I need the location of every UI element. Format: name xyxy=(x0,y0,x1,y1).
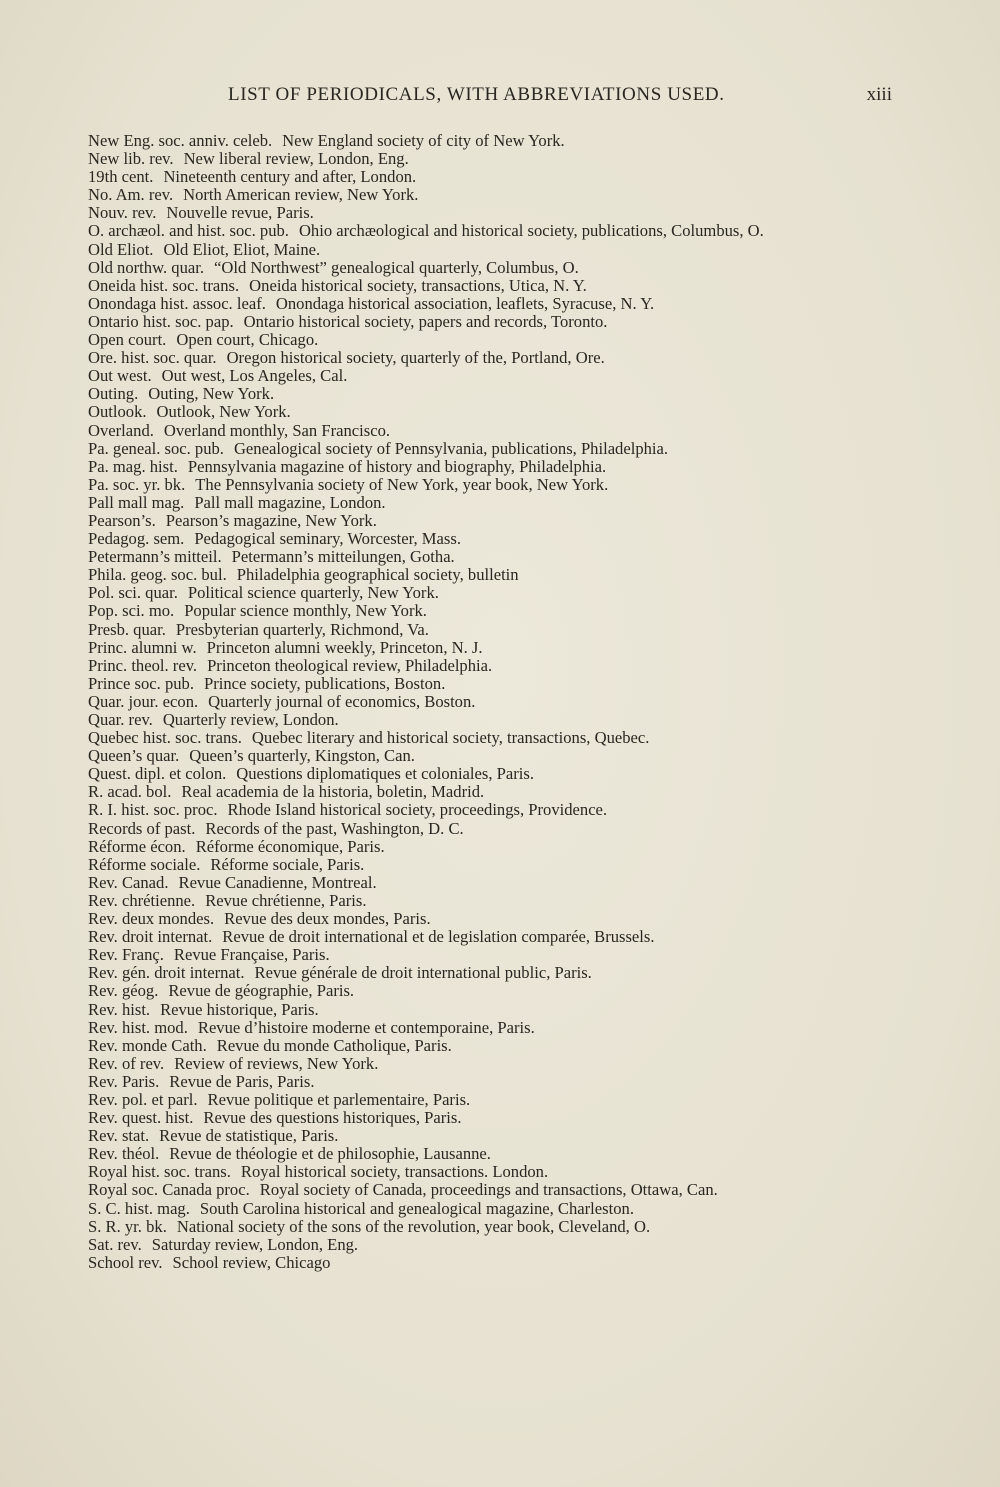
entry-full-title: Revue générale de droit international public, Paris. xyxy=(254,963,592,983)
list-item xyxy=(88,150,900,168)
entry-full-title: Réforme économique, Paris. xyxy=(195,836,385,856)
list-item xyxy=(88,530,900,548)
list-item xyxy=(88,422,900,440)
entry-abbreviation: Réforme écon. xyxy=(88,836,186,856)
entry-abbreviation: Pop. sci. mo. xyxy=(88,601,175,621)
list-item xyxy=(88,1091,900,1109)
list-item xyxy=(88,186,900,204)
entry-full-title: Saturday review, London, Eng. xyxy=(151,1234,359,1254)
entry-abbreviation: Pa. soc. yr. bk. xyxy=(88,474,186,494)
list-item xyxy=(88,132,900,150)
entry-full-title: School review, Chicago xyxy=(172,1252,331,1272)
entry-abbreviation: Nouv. rev. xyxy=(88,203,157,223)
entry-abbreviation: Outing. xyxy=(88,384,139,404)
entry-full-title: Pall mall magazine, London. xyxy=(194,492,386,512)
entry-abbreviation: Rev. monde Cath. xyxy=(88,1035,207,1055)
entry-abbreviation: Rev. hist. xyxy=(88,999,151,1019)
entry-abbreviation: O. archæol. and hist. soc. pub. xyxy=(88,221,289,241)
entry-full-title: Ohio archæological and historical society, publications, Columbus, O. xyxy=(298,221,764,241)
entry-abbreviation: Rev. stat. xyxy=(88,1126,150,1146)
entry-full-title: Nouvelle revue, Paris. xyxy=(166,203,314,223)
entry-full-title: Revue historique, Paris. xyxy=(160,999,319,1019)
abbreviation-list xyxy=(88,132,900,1272)
list-item xyxy=(88,403,900,421)
entry-full-title: Review of reviews, New York. xyxy=(174,1053,379,1073)
running-head: LIST OF PERIODICALS, WITH ABBREVIATIONS USED. xyxy=(228,84,725,105)
entry-full-title: Royal historical society, transactions. London. xyxy=(240,1162,549,1182)
list-item xyxy=(88,1200,900,1218)
list-item xyxy=(88,1181,900,1199)
list-item xyxy=(88,168,900,186)
entry-full-title: Revue politique et parlementaire, Paris. xyxy=(207,1089,471,1109)
entry-full-title: “Old Northwest” genealogical quarterly, Columbus, O. xyxy=(214,257,579,277)
list-item xyxy=(88,1254,900,1272)
list-item xyxy=(88,1218,900,1236)
entry-abbreviation: Réforme sociale. xyxy=(88,854,201,874)
entry-full-title: Outing, New York. xyxy=(148,384,275,404)
list-item xyxy=(88,204,900,222)
entry-abbreviation: Pall mall mag. xyxy=(88,492,185,512)
entry-abbreviation: R. I. hist. soc. proc. xyxy=(88,800,218,820)
entry-full-title: Quarterly review, London. xyxy=(162,710,339,729)
list-item xyxy=(88,729,900,747)
entry-full-title: Revue des questions historiques, Paris. xyxy=(203,1108,462,1128)
entry-abbreviation: R. acad. bol. xyxy=(88,782,172,802)
entry-full-title: Genealogical society of Pennsylvania, publications, Philadelphia. xyxy=(233,438,669,458)
list-item xyxy=(88,765,900,783)
entry-full-title: Philadelphia geographical society, bulletin xyxy=(236,565,519,585)
list-item xyxy=(88,1001,900,1019)
list-item xyxy=(88,639,900,657)
list-item xyxy=(88,1109,900,1127)
entry-abbreviation: Rev. Paris. xyxy=(88,1071,160,1091)
entry-abbreviation: Rev. chrétienne. xyxy=(88,890,196,910)
list-item xyxy=(88,458,900,476)
entry-full-title: Quebec literary and historical society, transactions, Quebec. xyxy=(251,728,650,748)
list-item xyxy=(88,512,900,530)
entry-full-title: Old Eliot, Eliot, Maine. xyxy=(163,239,321,259)
entry-full-title: Revue du monde Catholique, Paris. xyxy=(216,1035,452,1055)
list-item xyxy=(88,1145,900,1163)
entry-abbreviation: S. C. hist. mag. xyxy=(88,1198,190,1218)
list-item xyxy=(88,494,900,512)
entry-full-title: Rhode Island historical society, proceedings, Providence. xyxy=(227,800,608,820)
list-item xyxy=(88,440,900,458)
entry-abbreviation: Phila. geog. soc. bul. xyxy=(88,565,227,585)
entry-full-title: The Pennsylvania society of New York, year book, New York. xyxy=(195,474,609,494)
list-item xyxy=(88,349,900,367)
entry-full-title: Revue de géographie, Paris. xyxy=(168,981,355,1001)
entry-abbreviation: Royal hist. soc. trans. xyxy=(88,1162,231,1182)
entry-full-title: New England society of city of New York. xyxy=(282,131,565,150)
list-item xyxy=(88,385,900,403)
entry-full-title: Revue de statistique, Paris. xyxy=(159,1126,339,1146)
list-item xyxy=(88,910,900,928)
entry-full-title: Oneida historical society, transactions, Utica, N. Y. xyxy=(249,275,587,295)
entry-abbreviation: Rev. gén. droit internat. xyxy=(88,963,245,983)
entry-abbreviation: Quar. jour. econ. xyxy=(88,691,199,711)
list-item xyxy=(88,1236,900,1254)
entry-abbreviation: Rev. Canad. xyxy=(88,872,169,892)
entry-abbreviation: Open court. xyxy=(88,330,167,350)
entry-abbreviation: Rev. géog. xyxy=(88,981,159,1001)
list-item xyxy=(88,313,900,331)
list-item xyxy=(88,675,900,693)
list-item xyxy=(88,964,900,982)
entry-full-title: Political science quarterly, New York. xyxy=(187,583,439,603)
entry-full-title: Outlook, New York. xyxy=(156,402,291,422)
list-item xyxy=(88,1073,900,1091)
entry-full-title: Royal society of Canada, proceedings and transactions, Ottawa, Can. xyxy=(259,1180,718,1200)
entry-full-title: Revue de droit international et de legislation comparée, Brussels. xyxy=(222,927,655,947)
list-item xyxy=(88,820,900,838)
entry-full-title: South Carolina historical and genealogical magazine, Charleston. xyxy=(199,1198,634,1218)
list-item xyxy=(88,838,900,856)
entry-full-title: Queen’s quarterly, Kingston, Can. xyxy=(189,746,415,766)
entry-abbreviation: New lib. rev. xyxy=(88,149,174,169)
entry-abbreviation: Out west. xyxy=(88,366,152,386)
entry-abbreviation: Outlook. xyxy=(88,402,147,422)
entry-abbreviation: Quebec hist. soc. trans. xyxy=(88,728,242,748)
list-item xyxy=(88,928,900,946)
list-item xyxy=(88,277,900,295)
entry-abbreviation: Ore. hist. soc. quar. xyxy=(88,348,217,368)
entry-abbreviation: Pearson’s. xyxy=(88,510,156,530)
list-item xyxy=(88,295,900,313)
list-item xyxy=(88,1163,900,1181)
entry-abbreviation: Rev. droit internat. xyxy=(88,927,213,947)
list-item xyxy=(88,548,900,566)
entry-full-title: Ontario historical society, papers and records, Toronto. xyxy=(243,311,608,331)
entry-abbreviation: Quest. dipl. et colon. xyxy=(88,764,227,784)
entry-full-title: Revue de Paris, Paris. xyxy=(169,1071,315,1091)
entry-abbreviation: Pedagog. sem. xyxy=(88,529,185,549)
list-item xyxy=(88,476,900,494)
entry-abbreviation: Rev. deux mondes. xyxy=(88,909,215,929)
entry-full-title: Revue de théologie et de philosophie, Lausanne. xyxy=(169,1144,491,1164)
entry-full-title: Pearson’s magazine, New York. xyxy=(165,510,377,530)
list-item xyxy=(88,259,900,277)
list-item xyxy=(88,331,900,349)
list-item xyxy=(88,222,900,240)
entry-full-title: Onondaga historical association, leaflets, Syracuse, N. Y. xyxy=(275,293,655,313)
entry-full-title: Petermann’s mitteilungen, Gotha. xyxy=(231,547,455,567)
entry-full-title: Revue Canadienne, Montreal. xyxy=(178,872,377,892)
entry-abbreviation: Rev. Franç. xyxy=(88,945,164,965)
entry-full-title: Questions diplomatiques et coloniales, Paris. xyxy=(236,764,534,784)
entry-abbreviation: Rev. of rev. xyxy=(88,1053,165,1073)
entry-full-title: Records of the past, Washington, D. C. xyxy=(205,818,464,838)
entry-abbreviation: Presb. quar. xyxy=(88,619,166,639)
entry-abbreviation: Pol. sci. quar. xyxy=(88,583,178,603)
list-item xyxy=(88,783,900,801)
list-item xyxy=(88,1019,900,1037)
list-item xyxy=(88,892,900,910)
entry-full-title: Overland monthly, San Francisco. xyxy=(163,420,391,440)
list-item xyxy=(88,657,900,675)
entry-full-title: Revue des deux mondes, Paris. xyxy=(224,909,431,929)
entry-abbreviation: Quar. rev. xyxy=(88,710,153,729)
entry-full-title: Open court, Chicago. xyxy=(176,330,319,350)
entry-full-title: North American review, New York. xyxy=(183,185,419,205)
list-item xyxy=(88,241,900,259)
entry-abbreviation: Prince soc. pub. xyxy=(88,673,194,693)
list-item xyxy=(88,1055,900,1073)
entry-abbreviation: Queen’s quar. xyxy=(88,746,180,766)
entry-full-title: Out west, Los Angeles, Cal. xyxy=(161,366,348,386)
list-item xyxy=(88,1127,900,1145)
entry-full-title: Oregon historical society, quarterly of the, Portland, Ore. xyxy=(226,348,605,368)
entry-abbreviation: Records of past. xyxy=(88,818,196,838)
entry-full-title: Quarterly journal of economics, Boston. xyxy=(208,691,476,711)
entry-abbreviation: No. Am. rev. xyxy=(88,185,174,205)
entry-full-title: Princeton theological review, Philadelphia. xyxy=(207,655,493,675)
page-number: xiii xyxy=(866,84,892,105)
entry-abbreviation: 19th cent. xyxy=(88,167,154,187)
list-item xyxy=(88,946,900,964)
list-item xyxy=(88,711,900,729)
entry-abbreviation: Petermann’s mitteil. xyxy=(88,547,222,567)
entry-abbreviation: School rev. xyxy=(88,1252,163,1272)
list-item xyxy=(88,982,900,1000)
entry-abbreviation: Overland. xyxy=(88,420,154,440)
list-item xyxy=(88,693,900,711)
entry-full-title: National society of the sons of the revolution, year book, Cleveland, O. xyxy=(176,1216,651,1236)
entry-full-title: Prince society, publications, Boston. xyxy=(204,673,446,693)
entry-full-title: Réforme sociale, Paris. xyxy=(210,854,365,874)
list-item xyxy=(88,621,900,639)
list-item xyxy=(88,801,900,819)
entry-full-title: Revue d’histoire moderne et contemporaine, Paris. xyxy=(197,1017,535,1037)
list-item xyxy=(88,566,900,584)
entry-full-title: Revue chrétienne, Paris. xyxy=(205,890,367,910)
entry-abbreviation: Pa. geneal. soc. pub. xyxy=(88,438,224,458)
entry-full-title: Real academia de la historia, boletin, Madrid. xyxy=(181,782,485,802)
entry-abbreviation: Princ. alumni w. xyxy=(88,637,197,657)
list-item xyxy=(88,367,900,385)
entry-full-title: Nineteenth century and after, London. xyxy=(163,167,417,187)
entry-abbreviation: Princ. theol. rev. xyxy=(88,655,198,675)
entry-full-title: Pennsylvania magazine of history and biography, Philadelphia. xyxy=(187,456,607,476)
entry-full-title: Princeton alumni weekly, Princeton, N. J. xyxy=(206,637,483,657)
entry-abbreviation: New Eng. soc. anniv. celeb. xyxy=(88,131,273,150)
entry-abbreviation: Ontario hist. soc. pap. xyxy=(88,311,234,331)
list-item xyxy=(88,856,900,874)
entry-abbreviation: Rev. quest. hist. xyxy=(88,1108,194,1128)
entry-full-title: Popular science monthly, New York. xyxy=(184,601,427,621)
list-item xyxy=(88,602,900,620)
entry-abbreviation: Royal soc. Canada proc. xyxy=(88,1180,250,1200)
entry-full-title: New liberal review, London, Eng. xyxy=(183,149,409,169)
page-header xyxy=(0,84,1000,112)
entry-abbreviation: Onondaga hist. assoc. leaf. xyxy=(88,293,266,313)
entry-abbreviation: Oneida hist. soc. trans. xyxy=(88,275,240,295)
entry-full-title: Pedagogical seminary, Worcester, Mass. xyxy=(194,529,461,549)
entry-abbreviation: Old northw. quar. xyxy=(88,257,204,277)
entry-abbreviation: Sat. rev. xyxy=(88,1234,142,1254)
entry-abbreviation: Rev. pol. et parl. xyxy=(88,1089,198,1109)
entry-abbreviation: Old Eliot. xyxy=(88,239,154,259)
entry-abbreviation: Rev. hist. mod. xyxy=(88,1017,188,1037)
list-item xyxy=(88,1037,900,1055)
list-item xyxy=(88,747,900,765)
entry-full-title: Presbyterian quarterly, Richmond, Va. xyxy=(175,619,429,639)
entry-abbreviation: S. R. yr. bk. xyxy=(88,1216,167,1236)
entry-abbreviation: Pa. mag. hist. xyxy=(88,456,178,476)
list-item xyxy=(88,584,900,602)
entry-abbreviation: Rev. théol. xyxy=(88,1144,160,1164)
list-item xyxy=(88,874,900,892)
entry-full-title: Revue Française, Paris. xyxy=(173,945,330,965)
